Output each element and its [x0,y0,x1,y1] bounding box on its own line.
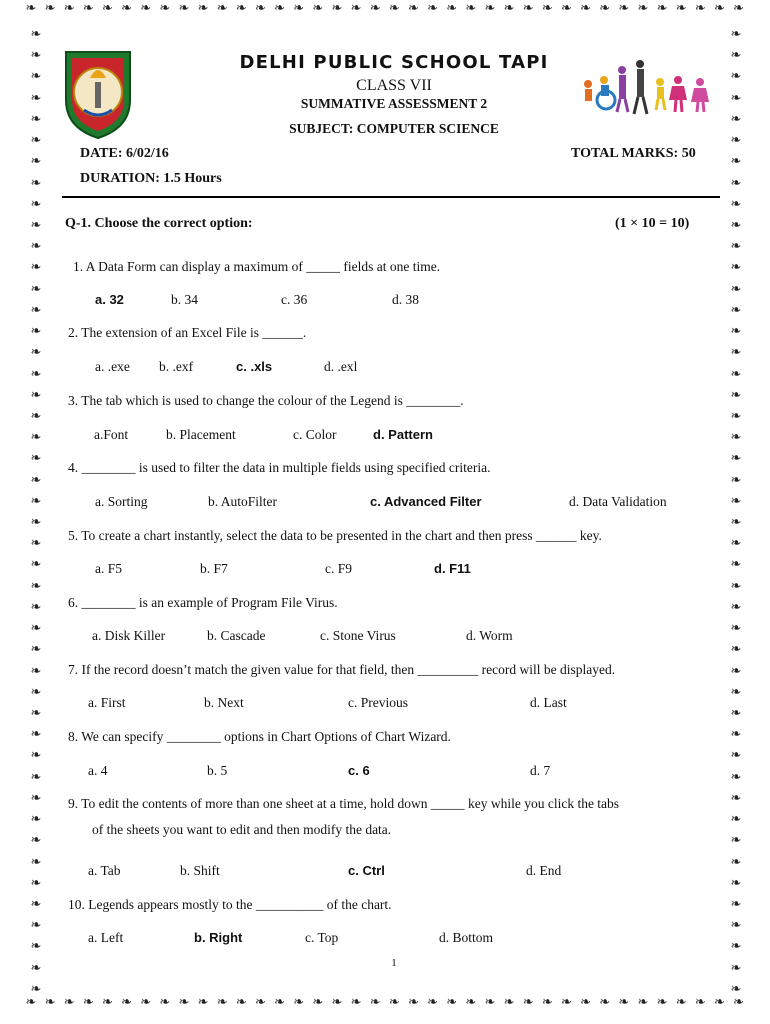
question-text: 7. If the record doesn’t match the given value for that field, then _________ record will be displayed. [68,662,616,677]
option-b: b. Shift [180,863,220,878]
border-ornament-icon: ❧ [541,1,553,16]
question-text: 1. A Data Form can display a maximum of _____ fields at one time. [73,259,441,274]
border-ornament-icon: ❧ [30,727,42,743]
border-ornament-icon: ❧ [733,1,745,16]
border-ornament-icon: ❧ [235,1,247,16]
assessment-label: SUMMATIVE ASSESSMENT 2 [300,96,488,111]
option-a: a. Left [88,930,124,945]
border-ornament-icon: ❧ [561,995,572,1010]
border-ornament-icon: ❧ [350,1,362,16]
border-ornament-icon: ❧ [618,1,630,16]
option-c: c. 36 [281,292,308,307]
border-bottom [0,996,770,1024]
border-ornament-icon: ❧ [427,995,439,1010]
duration-label: DURATION: 1.5 Hours [80,171,222,186]
border-ornament-icon: ❧ [30,472,42,488]
border-ornament-icon: ❧ [730,408,742,424]
border-ornament-icon: ❧ [730,302,742,318]
border-ornament-icon: ❧ [730,345,742,361]
border-ornament-icon: ❧ [369,1,381,16]
border-ornament-icon: ❧ [30,90,42,106]
option-c: c. Stone Virus [320,628,396,643]
border-ornament-icon: ❧ [82,995,94,1010]
question-text: 2. The extension of an Excel File is ______. [68,325,307,340]
border-ornament-icon: ❧ [730,430,742,446]
border-ornament-icon: ❧ [656,1,668,16]
border-ornament-icon: ❧ [388,995,400,1010]
option-c: c. .xls [236,359,273,374]
border-ornament-icon: ❧ [730,684,742,700]
border-ornament-icon: ❧ [369,995,381,1010]
border-ornament-icon: ❧ [694,1,706,16]
option-d: d. Bottom [439,930,494,945]
border-ornament-icon: ❧ [30,430,42,446]
option-b: b. AutoFilter [208,494,278,509]
border-ornament-icon: ❧ [30,960,42,976]
border-ornament-icon: ❧ [30,345,42,361]
border-ornament-icon: ❧ [30,557,42,573]
border-ornament-icon: ❧ [121,1,133,16]
border-ornament-icon: ❧ [30,239,42,255]
date-label: DATE: 6/02/16 [80,146,169,161]
option-d: d. 7 [530,763,551,778]
border-ornament-icon: ❧ [30,27,42,42]
border-right [722,28,750,996]
border-ornament-icon: ❧ [730,260,742,276]
question-text: 9. To edit the contents of more than one sheet at a time, hold down _____ key while you click the tabs [68,796,620,811]
border-ornament-icon: ❧ [30,48,42,64]
border-ornament-icon: ❧ [730,154,742,170]
border-ornament-icon: ❧ [197,1,209,16]
border-ornament-icon: ❧ [637,1,649,16]
border-ornament-icon: ❧ [216,1,228,16]
border-ornament-icon: ❧ [30,302,42,318]
border-ornament-icon: ❧ [730,387,742,403]
border-ornament-icon: ❧ [30,981,42,997]
option-d: d. .exl [324,359,358,374]
border-ornament-icon: ❧ [30,812,42,828]
question-text: 8. We can specify ________ options in Chart Options of Chart Wizard. [68,729,451,744]
border-ornament-icon: ❧ [30,684,42,700]
border-ornament-icon: ❧ [30,281,42,297]
border-ornament-icon: ❧ [159,995,171,1010]
border-ornament-icon: ❧ [730,366,742,382]
border-ornament-icon: ❧ [730,27,742,42]
border-ornament-icon: ❧ [159,1,171,16]
border-ornament-icon: ❧ [30,769,42,785]
school-name: DELHI PUBLIC SCHOOL TAPI [239,52,549,73]
border-ornament-icon: ❧ [637,995,649,1010]
border-ornament-icon: ❧ [446,1,458,16]
option-a: a. First [88,695,126,710]
border-ornament-icon: ❧ [293,995,305,1010]
border-ornament-icon: ❧ [541,995,553,1010]
border-ornament-icon: ❧ [730,727,742,743]
border-ornament-icon: ❧ [503,995,515,1010]
border-ornament-icon: ❧ [30,621,42,637]
border-ornament-icon: ❧ [30,493,42,509]
border-ornament-icon: ❧ [730,790,742,806]
border-ornament-icon: ❧ [730,69,742,85]
border-ornament-icon: ❧ [522,1,534,16]
border-ornament-icon: ❧ [331,1,343,16]
option-a: a. .exe [95,359,130,374]
border-ornament-icon: ❧ [30,111,42,127]
border-ornament-icon: ❧ [30,366,42,382]
border-ornament-icon: ❧ [580,1,592,16]
header-rule [62,196,720,198]
option-b: b. Placement [166,427,236,442]
border-ornament-icon: ❧ [730,239,742,255]
option-b: b. .exf [159,359,194,374]
option-c: c. Color [293,427,337,442]
border-ornament-icon: ❧ [730,854,742,870]
border-ornament-icon: ❧ [446,995,458,1010]
option-b: b. Right [194,930,243,945]
border-ornament-icon: ❧ [714,1,725,16]
border-ornament-icon: ❧ [30,939,42,955]
border-ornament-icon: ❧ [30,599,42,615]
option-c: c. Ctrl [348,863,385,878]
border-ornament-icon: ❧ [730,663,742,679]
border-ornament-icon: ❧ [255,995,266,1010]
border-ornament-icon: ❧ [388,1,400,16]
border-ornament-icon: ❧ [730,472,742,488]
border-ornament-icon: ❧ [675,995,687,1010]
option-d: d. Worm [466,628,513,643]
border-ornament-icon: ❧ [730,812,742,828]
border-ornament-icon: ❧ [730,621,742,637]
border-ornament-icon: ❧ [730,111,742,127]
border-ornament-icon: ❧ [178,995,190,1010]
border-ornament-icon: ❧ [44,995,56,1010]
question-text: 10. Legends appears mostly to the __________ of the chart. [68,897,392,912]
option-d: d. Data Validation [569,494,667,509]
option-c: c. F9 [325,561,352,576]
border-ornament-icon: ❧ [730,706,742,721]
option-a: a. Sorting [95,494,148,509]
border-ornament-icon: ❧ [350,995,362,1010]
border-ornament-icon: ❧ [730,578,742,594]
option-d: d. End [526,863,562,878]
option-d: d. 38 [392,292,419,307]
border-ornament-icon: ❧ [30,896,42,912]
option-a: a. Disk Killer [92,628,166,643]
border-ornament-icon: ❧ [274,1,286,16]
total-marks-label: TOTAL MARKS: 50 [571,146,696,161]
border-ornament-icon: ❧ [178,1,190,16]
border-ornament-icon: ❧ [503,1,515,16]
option-c: c. Top [305,930,339,945]
border-ornament-icon: ❧ [30,217,42,233]
option-b: b. Next [204,695,244,710]
border-ornament-icon: ❧ [30,918,42,934]
border-ornament-icon: ❧ [599,995,611,1010]
border-ornament-icon: ❧ [30,790,42,806]
border-ornament-icon: ❧ [30,833,42,849]
border-ornament-icon: ❧ [30,196,42,212]
border-ornament-icon: ❧ [484,995,496,1010]
border-ornament-icon: ❧ [30,408,42,424]
border-ornament-icon: ❧ [30,324,42,340]
border-left [22,28,50,996]
border-ornament-icon: ❧ [30,875,42,891]
border-ornament-icon: ❧ [30,515,42,531]
border-ornament-icon: ❧ [102,995,113,1010]
border-ornament-icon: ❧ [30,642,42,658]
question-text-continued: of the sheets you want to edit and then modify the data. [92,822,392,837]
option-a: a. F5 [95,561,122,576]
border-ornament-icon: ❧ [30,451,42,467]
border-ornament-icon: ❧ [694,995,706,1010]
border-ornament-icon: ❧ [730,175,742,191]
border-ornament-icon: ❧ [730,896,742,912]
border-ornament-icon: ❧ [599,1,611,16]
border-ornament-icon: ❧ [30,663,42,679]
border-ornament-icon: ❧ [730,557,742,573]
border-ornament-icon: ❧ [465,1,477,16]
border-ornament-icon: ❧ [730,90,742,106]
border-ornament-icon: ❧ [235,995,247,1010]
border-ornament-icon: ❧ [140,995,152,1010]
question-text: 4. ________ is used to filter the data in multiple fields using specified criteria. [68,460,491,475]
question-text: 5. To create a chart instantly, select the data to be presented in the chart and then press ______ key. [68,528,602,543]
border-ornament-icon: ❧ [675,1,687,16]
border-ornament-icon: ❧ [730,642,742,658]
border-ornament-icon: ❧ [714,995,725,1010]
border-ornament-icon: ❧ [730,981,742,997]
border-ornament-icon: ❧ [730,324,742,340]
border-ornament-icon: ❧ [730,960,742,976]
border-ornament-icon: ❧ [30,706,42,721]
border-ornament-icon: ❧ [255,1,266,16]
border-ornament-icon: ❧ [730,515,742,531]
option-b: b. Cascade [207,628,266,643]
border-top [0,2,770,30]
border-ornament-icon: ❧ [730,536,742,552]
option-d: d. Last [530,695,567,710]
border-ornament-icon: ❧ [561,1,572,16]
border-ornament-icon: ❧ [216,995,228,1010]
class-label: CLASS VII [356,77,432,94]
border-ornament-icon: ❧ [30,854,42,870]
option-b: b. 34 [171,292,198,307]
section-marks: (1 × 10 = 10) [615,216,690,231]
border-ornament-icon: ❧ [121,995,133,1010]
border-ornament-icon: ❧ [30,578,42,594]
border-ornament-icon: ❧ [312,995,324,1010]
border-ornament-icon: ❧ [25,1,37,16]
page-number: 1 [391,957,397,969]
border-ornament-icon: ❧ [30,133,42,149]
border-ornament-icon: ❧ [730,939,742,955]
border-ornament-icon: ❧ [30,748,42,764]
border-ornament-icon: ❧ [733,995,745,1010]
border-ornament-icon: ❧ [30,387,42,403]
border-ornament-icon: ❧ [730,48,742,64]
border-ornament-icon: ❧ [102,1,113,16]
border-ornament-icon: ❧ [30,154,42,170]
option-b: b. 5 [207,763,228,778]
border-ornament-icon: ❧ [580,995,592,1010]
border-ornament-icon: ❧ [730,833,742,849]
border-ornament-icon: ❧ [293,1,305,16]
border-ornament-icon: ❧ [63,1,75,16]
option-b: b. F7 [200,561,228,576]
border-ornament-icon: ❧ [656,995,668,1010]
border-ornament-icon: ❧ [730,217,742,233]
border-ornament-icon: ❧ [30,260,42,276]
border-ornament-icon: ❧ [522,995,534,1010]
border-ornament-icon: ❧ [730,918,742,934]
border-ornament-icon: ❧ [408,995,419,1010]
border-ornament-icon: ❧ [408,1,419,16]
option-c: c. Advanced Filter [370,494,482,509]
option-a: a. 4 [88,763,108,778]
border-ornament-icon: ❧ [730,769,742,785]
border-ornament-icon: ❧ [274,995,286,1010]
border-ornament-icon: ❧ [30,69,42,85]
border-ornament-icon: ❧ [25,995,37,1010]
border-ornament-icon: ❧ [730,133,742,149]
border-ornament-icon: ❧ [618,995,630,1010]
subject-label: SUBJECT: COMPUTER SCIENCE [289,121,499,136]
border-ornament-icon: ❧ [730,281,742,297]
option-a: a.Font [94,427,129,442]
border-ornament-icon: ❧ [63,995,75,1010]
border-ornament-icon: ❧ [30,175,42,191]
option-a: a. Tab [88,863,121,878]
border-ornament-icon: ❧ [730,875,742,891]
border-ornament-icon: ❧ [465,995,477,1010]
option-c: c. 6 [348,763,370,778]
option-c: c. Previous [348,695,408,710]
question-text: 3. The tab which is used to change the colour of the Legend is ________. [68,393,464,408]
border-ornament-icon: ❧ [197,995,209,1010]
section-title: Q-1. Choose the correct option: [65,216,253,231]
question-text: 6. ________ is an example of Program File Virus. [68,595,338,610]
border-ornament-icon: ❧ [30,536,42,552]
border-ornament-icon: ❧ [730,451,742,467]
border-ornament-icon: ❧ [140,1,152,16]
option-d: d. Pattern [373,427,433,442]
option-a: a. 32 [95,292,124,307]
border-ornament-icon: ❧ [484,1,496,16]
border-ornament-icon: ❧ [730,748,742,764]
border-ornament-icon: ❧ [44,1,56,16]
border-ornament-icon: ❧ [331,995,343,1010]
option-d: d. F11 [434,561,471,576]
border-ornament-icon: ❧ [312,1,324,16]
border-ornament-icon: ❧ [82,1,94,16]
border-ornament-icon: ❧ [427,1,439,16]
border-ornament-icon: ❧ [730,599,742,615]
border-ornament-icon: ❧ [730,196,742,212]
border-ornament-icon: ❧ [730,493,742,509]
